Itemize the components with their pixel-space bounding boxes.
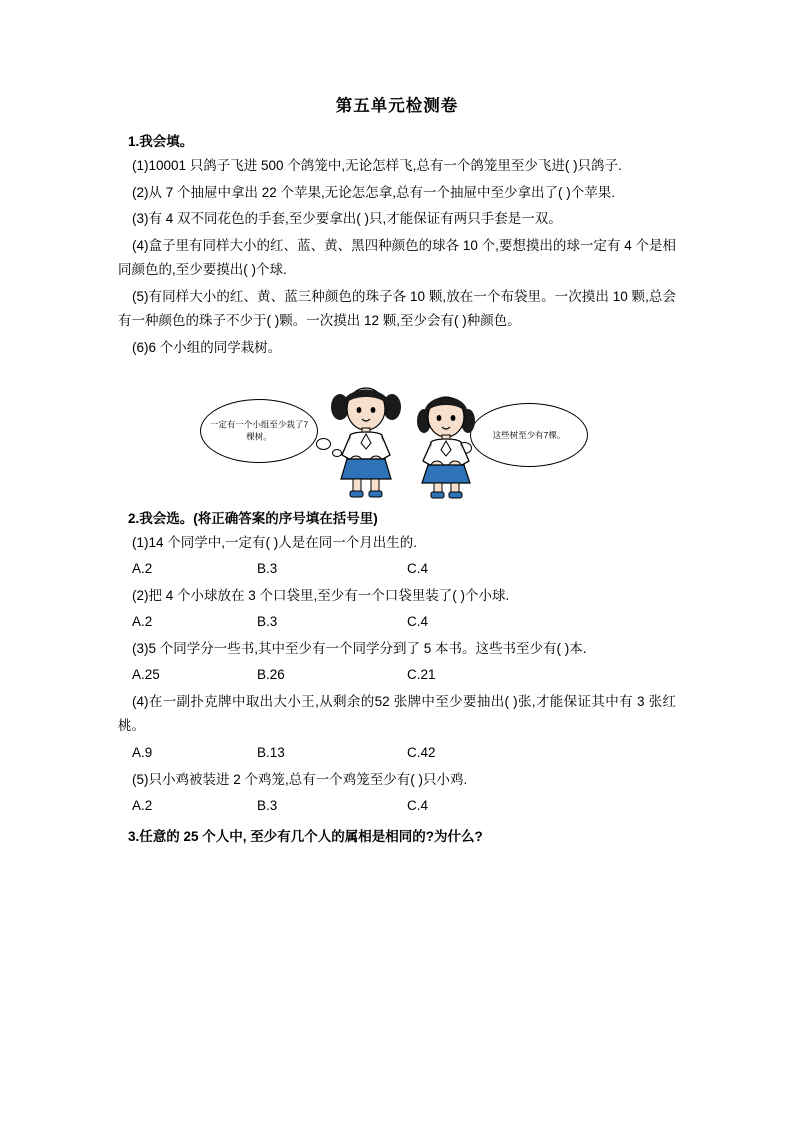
question-2-4: (4)在一副扑克牌中取出大小王,从剩余的52 张牌中至少要抽出( )张,才能保证其中有 3 张红桃。 bbox=[118, 693, 676, 734]
question-1-1: (1)10001 只鸽子飞进 500 个鸽笼中,无论怎样飞,总有一个鸽笼里至少飞进( )只鸽子. bbox=[132, 158, 622, 173]
option-c[interactable]: C.21 bbox=[407, 667, 436, 683]
option-b[interactable]: B.3 bbox=[257, 561, 278, 577]
question-2-4-options bbox=[118, 741, 676, 766]
option-b[interactable]: B.3 bbox=[257, 798, 278, 814]
option-c[interactable]: C.4 bbox=[407, 614, 429, 630]
section2-heading: 2.我会选。(将正确答案的序号填在括号里) bbox=[128, 510, 378, 526]
question-2-2-options bbox=[118, 610, 676, 635]
question-2-1: (1)14 个同学中,一定有( )人是在同一个月出生的. bbox=[132, 534, 418, 550]
option-c[interactable]: C.4 bbox=[407, 561, 429, 577]
question-2-3-options bbox=[118, 663, 676, 688]
question-1-4: (4)盒子里有同样大小的红、蓝、黄、黑四种颜色的球各 10 个,要想摸出的球一定有 4 个是相同颜色的,至少要摸出( )个球. bbox=[118, 237, 676, 278]
illustration-tree-planting bbox=[118, 367, 676, 499]
question-2-2: (2)把 4 个小球放在 3 个口袋里,至少有一个口袋里装了( )个小球. bbox=[132, 587, 510, 603]
option-c[interactable]: C.42 bbox=[407, 745, 436, 760]
worksheet-content bbox=[118, 92, 676, 845]
question-2-5: (5)只小鸡被装进 2 个鸡笼,总有一个鸡笼至少有( )只小鸡. bbox=[132, 771, 468, 787]
option-c[interactable]: C.4 bbox=[407, 798, 429, 814]
girl-right-figure bbox=[406, 381, 486, 499]
question-1-5: (5)有同样大小的红、黄、蓝三种颜色的珠子各 10 颗,放在一个布袋里。一次摸出 10 颗,总会有一种颜色的珠子不少于( )颗。一次摸出 12 颗,至少会有( )种颜色。 bbox=[118, 288, 676, 329]
question-1-6: (6)6 个小组的同学栽树。 bbox=[132, 339, 282, 355]
section3-heading: 3.任意的 25 个人中, 至少有几个人的属相是相同的?为什么? bbox=[128, 828, 483, 844]
speech-bubble-right bbox=[470, 403, 588, 467]
question-2-3: (3)5 个同学分一些书,其中至少有一个同学分到了 5 本书。这些书至少有( )本. bbox=[132, 640, 587, 656]
speech-bubble-left bbox=[200, 399, 318, 463]
option-b[interactable]: B.13 bbox=[257, 745, 285, 760]
section1-heading: 1.我会填。 bbox=[128, 134, 194, 149]
option-a[interactable]: A.9 bbox=[132, 745, 153, 760]
question-1-2: (2)从 7 个抽屉中拿出 22 个苹果,无论怎怎拿,总有一个抽屉中至少拿出了( )个苹果. bbox=[132, 184, 616, 200]
question-1-3: (3)有 4 双不同花色的手套,至少要拿出( )只,才能保证有两只手套是一双。 bbox=[132, 211, 562, 227]
speech-bubble-right-text: 这些树至少有7棵。 bbox=[492, 429, 566, 440]
question-2-1-options bbox=[118, 557, 676, 582]
option-a[interactable]: A.2 bbox=[132, 561, 153, 577]
option-a[interactable]: A.2 bbox=[132, 798, 153, 814]
speech-bubble-left-text: 一定有一个小组至少栽了7棵树。 bbox=[209, 419, 309, 442]
girl-left-figure bbox=[323, 373, 409, 499]
option-b[interactable]: B.3 bbox=[257, 614, 278, 630]
option-b[interactable]: B.26 bbox=[257, 667, 285, 683]
option-a[interactable]: A.2 bbox=[132, 614, 153, 630]
page-title: 第五单元检测卷 bbox=[335, 97, 459, 115]
option-a[interactable]: A.25 bbox=[132, 667, 160, 683]
question-2-5-options bbox=[118, 794, 676, 819]
